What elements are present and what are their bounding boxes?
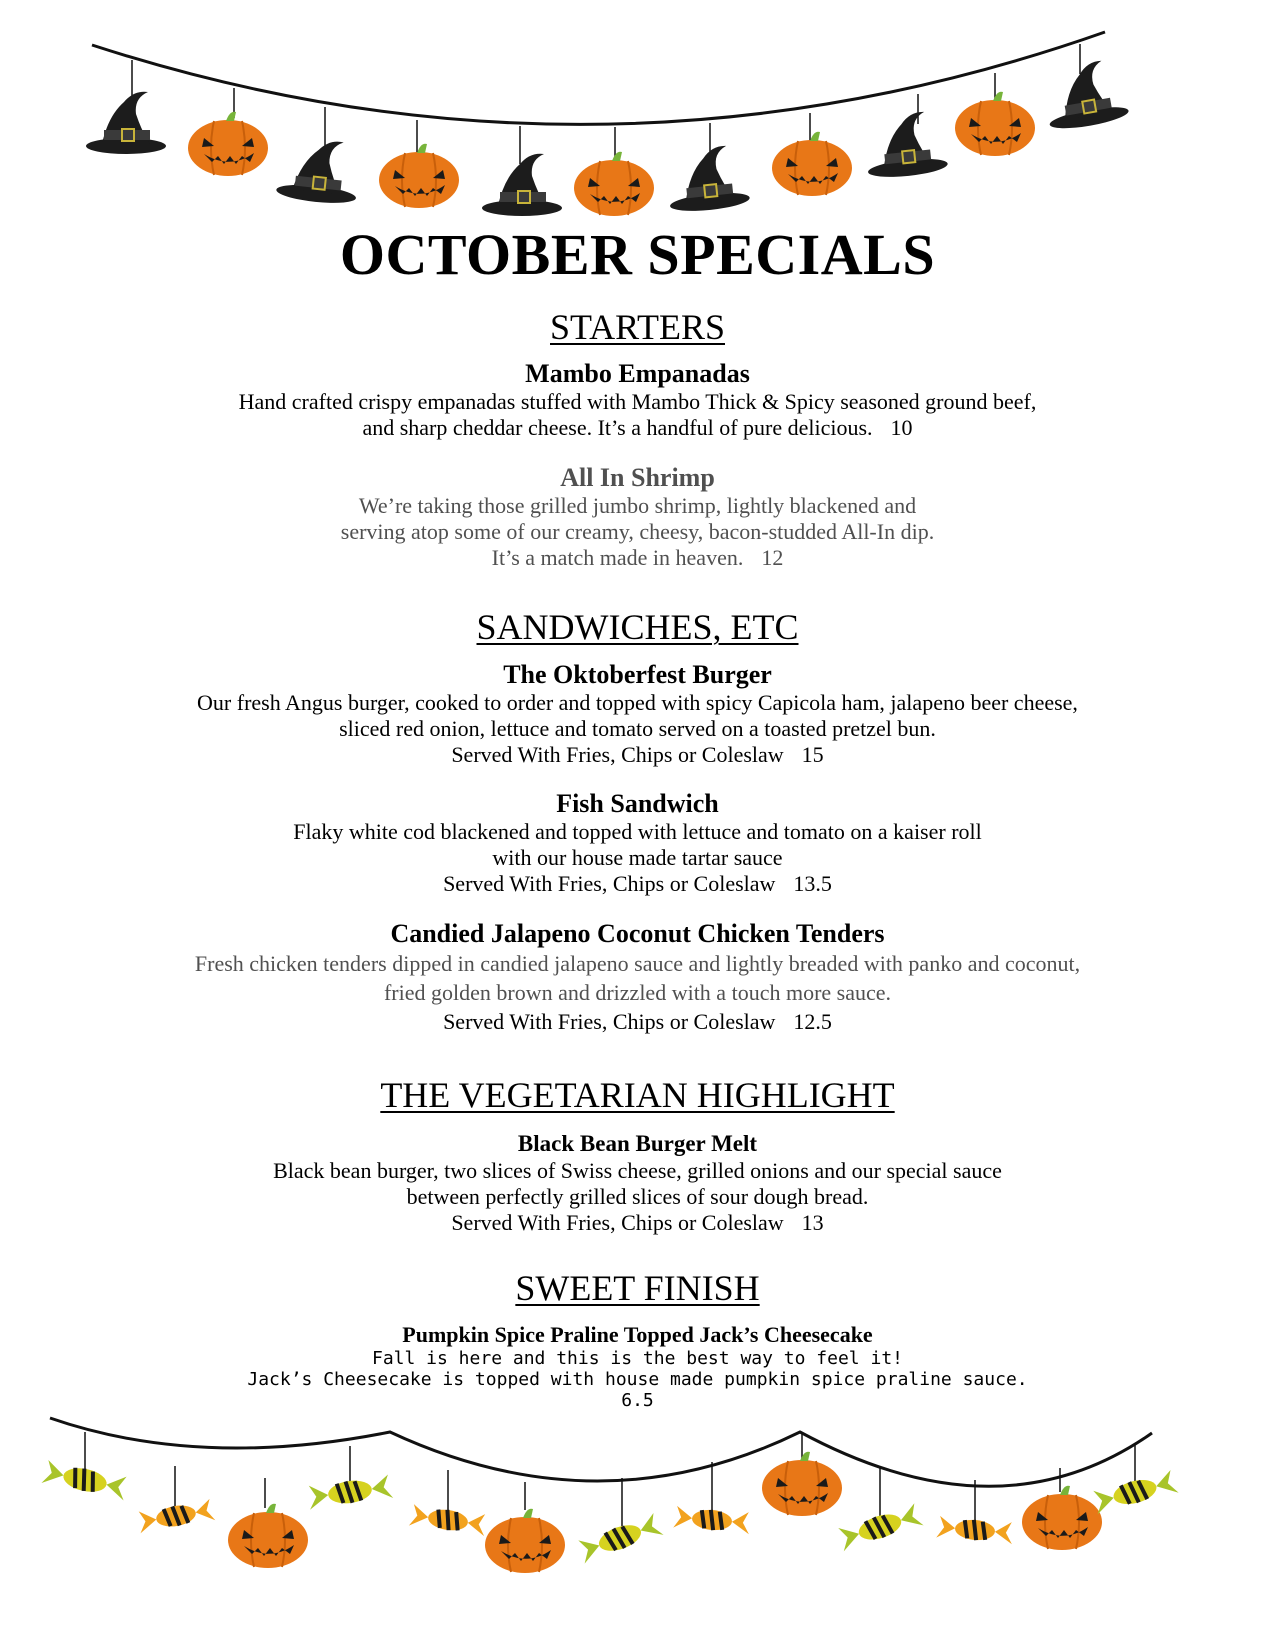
item-price: 12.5 xyxy=(793,1009,832,1034)
page-title: OCTOBER SPECIALS xyxy=(339,222,936,287)
item-name: All In Shrimp xyxy=(560,463,715,492)
pumpkin-icon xyxy=(485,1509,565,1573)
candy-icon xyxy=(936,1516,1014,1545)
candy-icon xyxy=(673,1506,751,1535)
witch-hat-icon xyxy=(862,110,948,180)
item-description: Served With Fries, Chips or Coleslaw xyxy=(451,742,784,767)
item-description: Fresh chicken tenders dipped in candied jalapeno sauce and lightly breaded with panko and coconut, xyxy=(194,951,1081,976)
section-heading-vegetarian: THE VEGETARIAN HIGHLIGHT xyxy=(380,1075,895,1115)
item-description: Black bean burger, two slices of Swiss cheese, grilled onions and our special sauce xyxy=(273,1158,1002,1183)
item-price: 6.5 xyxy=(621,1390,654,1411)
item-description: and sharp cheddar cheese. It’s a handful of pure delicious. xyxy=(362,415,873,440)
item-description: Our fresh Angus burger, cooked to order and topped with spicy Capicola ham, jalapeno beer cheese, xyxy=(197,690,1078,715)
menu-item-fish-sandwich xyxy=(0,789,1275,897)
menu-item-oktoberfest-burger xyxy=(0,660,1275,768)
item-description: Hand crafted crispy empanadas stuffed with Mambo Thick & Spicy seasoned ground beef, xyxy=(238,389,1037,414)
item-name: Candied Jalapeno Coconut Chicken Tenders xyxy=(390,919,885,948)
witch-hat-icon xyxy=(482,154,562,216)
section-heading-starters: STARTERS xyxy=(550,307,725,347)
item-price: 13 xyxy=(801,1210,824,1235)
pumpkin-icon xyxy=(762,1452,842,1516)
menu-item-all-in-shrimp xyxy=(0,463,1275,571)
item-name: Black Bean Burger Melt xyxy=(517,1131,758,1156)
menu-item-black-bean-burger-melt xyxy=(0,1130,1275,1236)
pumpkin-icon xyxy=(955,92,1035,156)
witch-hat-icon xyxy=(664,144,750,214)
item-description: Served With Fries, Chips or Coleslaw xyxy=(443,1009,776,1034)
pumpkin-icon xyxy=(1022,1486,1102,1550)
pumpkin-icon xyxy=(772,132,852,196)
top-halloween-garland xyxy=(0,0,1275,225)
item-name: Fish Sandwich xyxy=(556,789,719,818)
candy-icon xyxy=(576,1512,663,1563)
menu-item-mambo-empanadas xyxy=(0,359,1275,441)
item-price: 15 xyxy=(801,742,824,767)
menu-item-pumpkin-cheesecake xyxy=(0,1322,1275,1411)
item-description: sliced red onion, lettuce and tomato served on a toasted pretzel bun. xyxy=(339,716,936,741)
pumpkin-icon xyxy=(188,112,268,176)
item-description: We’re taking those grilled jumbo shrimp, lightly blackened and xyxy=(358,493,917,518)
section-heading-sweet-finish: SWEET FINISH xyxy=(515,1268,760,1308)
witch-hat-icon xyxy=(276,136,362,206)
witch-hat-icon xyxy=(1040,57,1130,132)
item-description: serving atop some of our creamy, cheesy, bacon-studded All-In dip. xyxy=(340,519,935,544)
item-name: Mambo Empanadas xyxy=(525,359,750,388)
item-description: Served With Fries, Chips or Coleslaw xyxy=(443,871,776,896)
item-price: 13.5 xyxy=(793,871,832,896)
pumpkin-icon xyxy=(379,144,459,208)
item-description: Jack’s Cheesecake is topped with house made pumpkin spice praline sauce. xyxy=(247,1369,1028,1390)
item-description: fried golden brown and drizzled with a touch more sauce. xyxy=(383,980,892,1005)
candy-icon xyxy=(137,1499,216,1534)
pumpkin-icon xyxy=(228,1504,308,1568)
witch-hat-icon xyxy=(86,92,166,154)
item-price: 12 xyxy=(761,545,784,570)
item-price: 10 xyxy=(890,415,913,440)
section-heading-sandwiches: SANDWICHES, ETC xyxy=(476,607,799,647)
item-description: Flaky white cod blackened and topped with lettuce and tomato on a kaiser roll xyxy=(293,819,982,844)
pumpkin-icon xyxy=(574,152,654,216)
item-description: It’s a match made in heaven. xyxy=(491,545,744,570)
item-description: with our house made tartar sauce xyxy=(492,845,783,870)
item-name: The Oktoberfest Burger xyxy=(503,660,772,689)
menu-item-chicken-tenders xyxy=(0,919,1275,1036)
item-name: Pumpkin Spice Praline Topped Jack’s Cheesecake xyxy=(402,1322,873,1347)
item-description: Served With Fries, Chips or Coleslaw xyxy=(451,1210,784,1235)
item-description: Fall is here and this is the best way to feel it! xyxy=(371,1348,903,1369)
bottom-halloween-garland xyxy=(0,1400,1275,1650)
item-description: between perfectly grilled slices of sour dough bread. xyxy=(406,1184,869,1209)
